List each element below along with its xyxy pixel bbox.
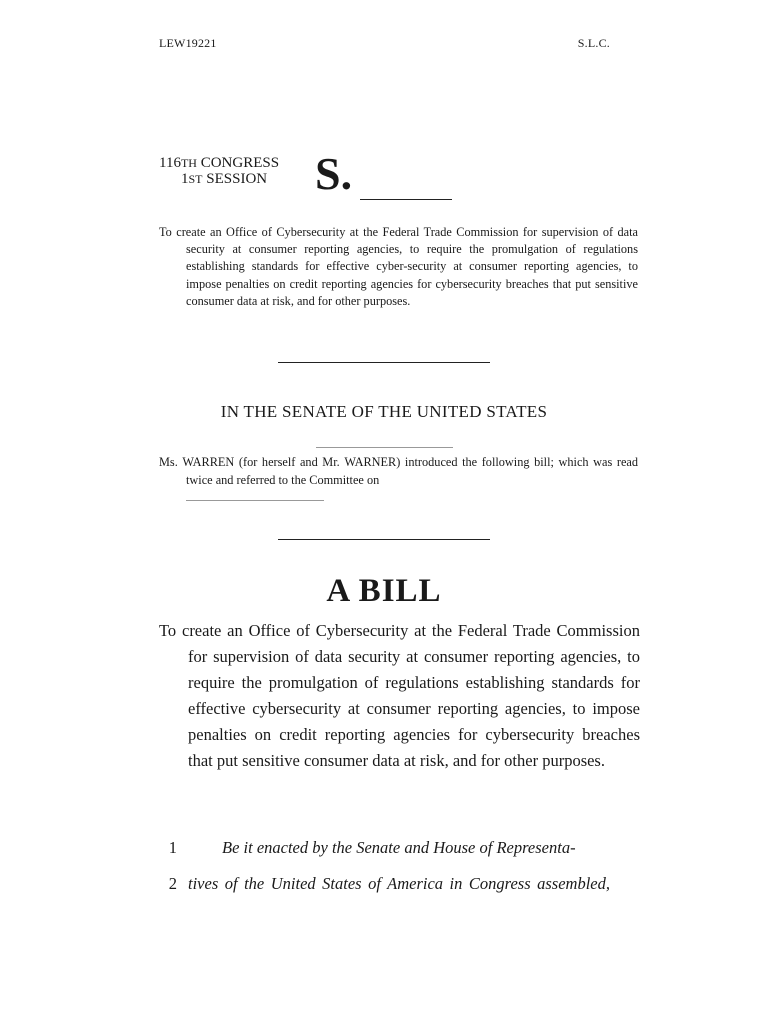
congress-session-block <box>159 155 279 187</box>
date-blank-rule <box>316 447 453 448</box>
congress-number: 116 <box>159 155 181 171</box>
congress-word: CONGRESS <box>200 155 280 171</box>
session-word: SESSION <box>206 171 268 187</box>
session-number-suffix: ST <box>188 172 203 186</box>
bill-heading: A BILL <box>326 573 442 609</box>
intro-text-end: ) introduced the following bill; which was read twice and referred to the Committee on <box>186 455 639 487</box>
sponsor-prefix: Ms. <box>159 455 178 469</box>
enacting-clause-line: tives of the United States of America in Congress assembled, <box>188 874 610 893</box>
divider-rule-bottom <box>278 539 490 540</box>
intro-text-middle: (for herself and Mr. <box>238 455 340 469</box>
bill-designation: S. <box>315 148 353 199</box>
introduction-paragraph <box>159 454 638 489</box>
enacting-clause-line: Be it enacted by the Senate and House of Representa- <box>222 838 576 857</box>
short-title: To create an Office of Cybersecurity at the Federal Trade Commission for supervision of data security at consumer reporting agencies, to require the promulgation of regulations establishing standards for effective cyber-security at consumer reporting agencies, to impose penalties on credit reporting agencies for cybersecurity breaches that put sensitive consumer data at risk, and for other purposes. <box>159 225 638 308</box>
document-id: LEW19221 <box>159 36 217 50</box>
line-number: 1 <box>168 838 177 857</box>
cosponsor-name: WARNER <box>344 455 397 469</box>
session-label <box>159 171 279 187</box>
line-number: 2 <box>168 874 177 893</box>
long-title: To create an Office of Cybersecurity at the Federal Trade Commission for supervision of data security at consumer reporting agencies, to require the promulgation of regulations establishing standards for effective cybersecurity at consumer reporting agencies, to impose penalties on credit reporting agencies for cybersecurity breaches that put sensitive consumer data at risk, and for other purposes. <box>159 621 640 770</box>
session-number: 1 <box>181 171 189 187</box>
chamber-heading: IN THE SENATE OF THE UNITED STATES <box>220 402 548 421</box>
bill-number-blank <box>360 199 452 200</box>
congress-label <box>159 155 279 171</box>
divider-rule-top <box>278 362 490 363</box>
document-type-code: S.L.C. <box>577 36 610 50</box>
sponsor-name: WARREN <box>182 455 235 469</box>
congress-number-suffix: TH <box>180 156 197 170</box>
committee-blank-rule <box>186 500 324 501</box>
